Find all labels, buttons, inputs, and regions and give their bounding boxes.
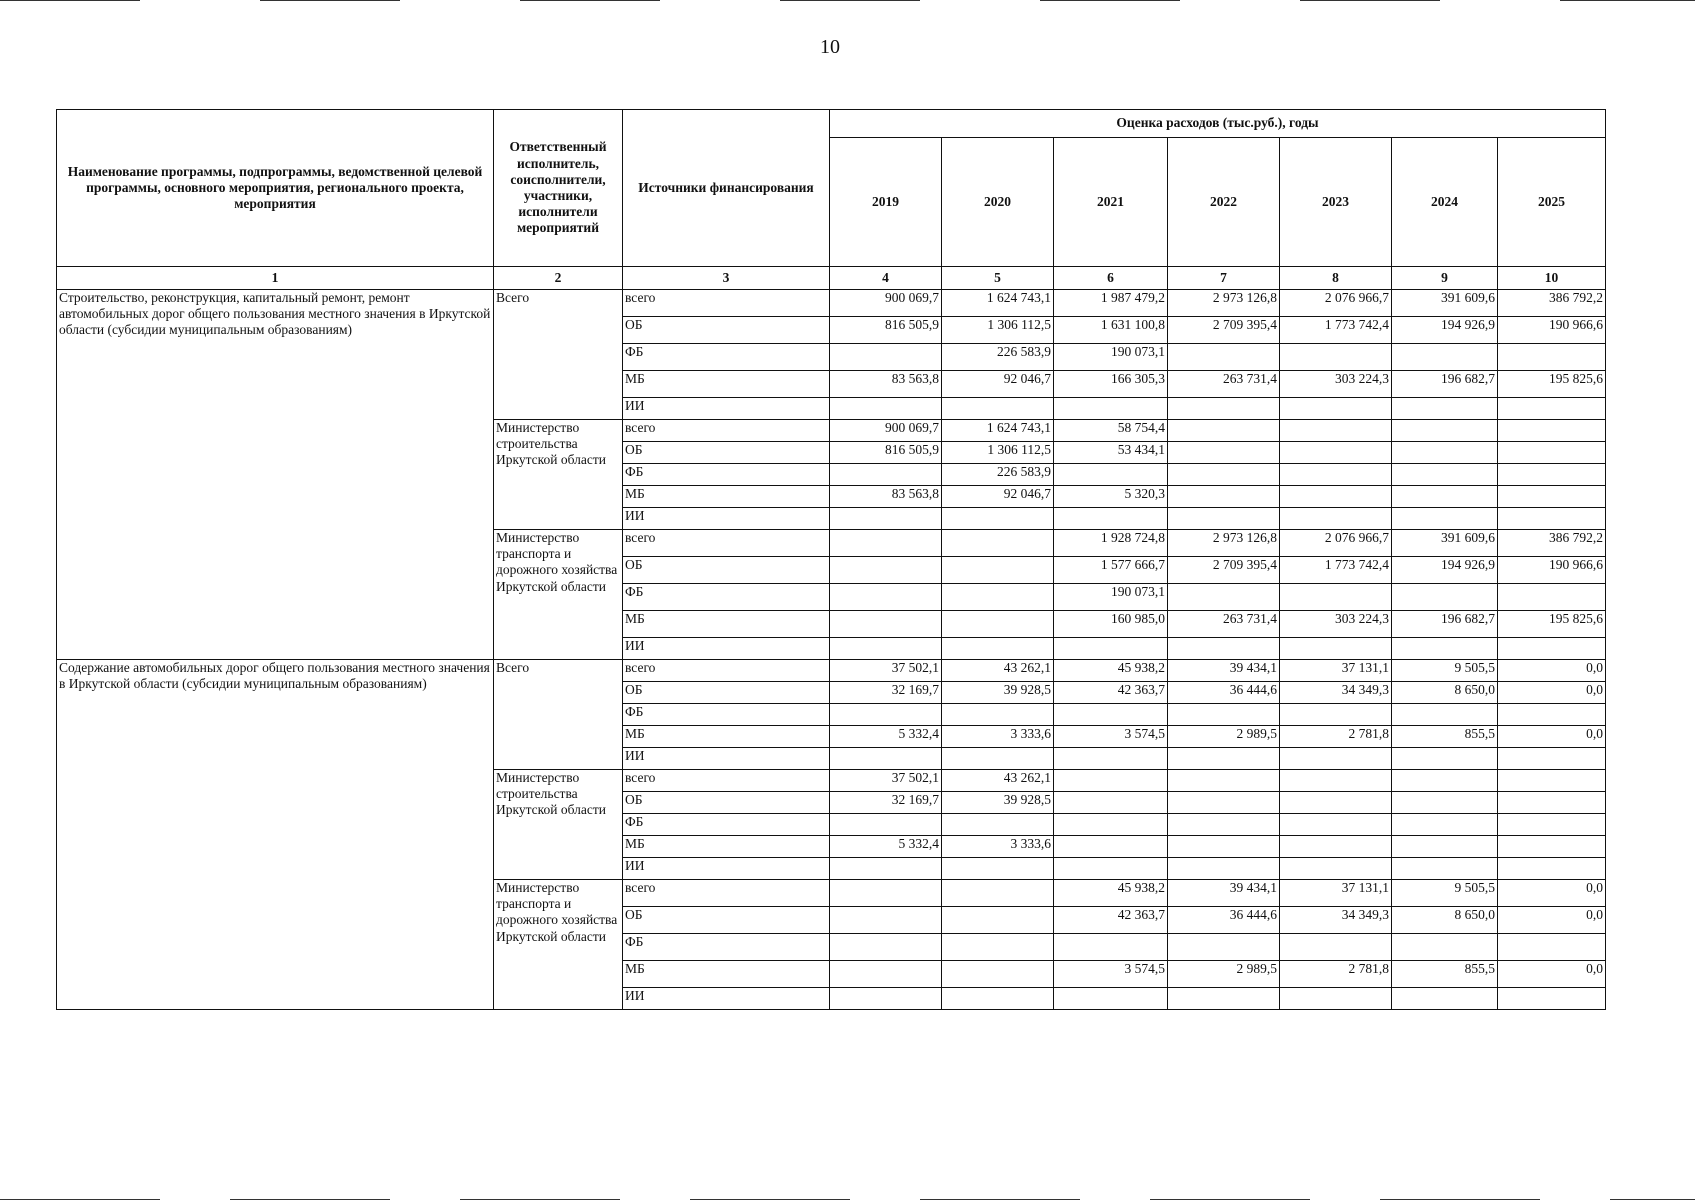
header-column-numbers-row xyxy=(57,267,1606,290)
amount-cell xyxy=(1498,988,1606,1010)
amount-cell: 1 987 479,2 xyxy=(1054,290,1168,317)
amount-cell: 194 926,9 xyxy=(1392,557,1498,584)
amount-cell: 39 928,5 xyxy=(942,682,1054,704)
amount-cell xyxy=(1280,464,1392,486)
amount-cell: 5 332,4 xyxy=(830,836,942,858)
amount-cell xyxy=(830,988,942,1010)
amount-cell xyxy=(830,880,942,907)
amount-cell: 386 792,2 xyxy=(1498,290,1606,317)
amount-cell xyxy=(1392,420,1498,442)
amount-cell: 34 349,3 xyxy=(1280,682,1392,704)
amount-cell: 43 262,1 xyxy=(942,770,1054,792)
header-year: 2020 xyxy=(942,138,1054,267)
amount-cell: 36 444,6 xyxy=(1168,682,1280,704)
header-year: 2025 xyxy=(1498,138,1606,267)
amount-cell: 1 773 742,4 xyxy=(1280,317,1392,344)
amount-cell xyxy=(1392,814,1498,836)
amount-cell: 816 505,9 xyxy=(830,442,942,464)
amount-cell xyxy=(1280,748,1392,770)
amount-cell: 816 505,9 xyxy=(830,317,942,344)
amount-cell: 43 262,1 xyxy=(942,660,1054,682)
funding-source: ИИ xyxy=(623,858,830,880)
table-row xyxy=(57,290,1606,317)
funding-source: МБ xyxy=(623,961,830,988)
amount-cell xyxy=(1054,792,1168,814)
program-name: Содержание автомобильных дорог общего пользования местного значения в Иркутской области (субсидии муниципальным образованиям) xyxy=(57,660,494,1010)
amount-cell xyxy=(1280,814,1392,836)
amount-cell xyxy=(1392,988,1498,1010)
amount-cell: 1 624 743,1 xyxy=(942,290,1054,317)
funding-source: ФБ xyxy=(623,814,830,836)
amount-cell xyxy=(942,530,1054,557)
amount-cell: 92 046,7 xyxy=(942,371,1054,398)
amount-cell xyxy=(1392,486,1498,508)
funding-source: всего xyxy=(623,420,830,442)
amount-cell xyxy=(1392,748,1498,770)
amount-cell: 0,0 xyxy=(1498,682,1606,704)
amount-cell xyxy=(1168,934,1280,961)
amount-cell xyxy=(1392,836,1498,858)
amount-cell xyxy=(830,344,942,371)
amount-cell: 226 583,9 xyxy=(942,344,1054,371)
amount-cell xyxy=(1392,792,1498,814)
amount-cell: 9 505,5 xyxy=(1392,660,1498,682)
funding-source: ИИ xyxy=(623,508,830,530)
amount-cell xyxy=(1392,344,1498,371)
amount-cell: 92 046,7 xyxy=(942,486,1054,508)
amount-cell xyxy=(1392,464,1498,486)
amount-cell xyxy=(1168,814,1280,836)
amount-cell xyxy=(942,638,1054,660)
amount-cell: 190 966,6 xyxy=(1498,557,1606,584)
amount-cell: 3 574,5 xyxy=(1054,961,1168,988)
funding-source: МБ xyxy=(623,371,830,398)
executor-name: Всего xyxy=(494,290,623,420)
scan-edge-top xyxy=(0,0,1695,1)
amount-cell xyxy=(1168,486,1280,508)
funding-source: ИИ xyxy=(623,398,830,420)
amount-cell xyxy=(1280,398,1392,420)
amount-cell xyxy=(1054,836,1168,858)
header-column-number: 1 xyxy=(57,267,494,290)
program-name: Строительство, реконструкция, капитальный ремонт, ремонт автомобильных дорог общего пользования местного значения в Иркутской области (субсидии муниципальным образованиям) xyxy=(57,290,494,660)
amount-cell xyxy=(942,748,1054,770)
header-year: 2023 xyxy=(1280,138,1392,267)
amount-cell xyxy=(1392,934,1498,961)
table-body xyxy=(57,290,1606,1010)
header-year: 2021 xyxy=(1054,138,1168,267)
amount-cell: 8 650,0 xyxy=(1392,682,1498,704)
amount-cell xyxy=(1280,792,1392,814)
amount-cell xyxy=(1392,770,1498,792)
amount-cell: 0,0 xyxy=(1498,961,1606,988)
amount-cell xyxy=(830,907,942,934)
amount-cell xyxy=(1280,584,1392,611)
amount-cell xyxy=(1392,704,1498,726)
funding-source: МБ xyxy=(623,726,830,748)
amount-cell: 32 169,7 xyxy=(830,682,942,704)
executor-name: Министерство строительства Иркутской области xyxy=(494,770,623,880)
amount-cell: 2 989,5 xyxy=(1168,726,1280,748)
amount-cell xyxy=(1498,486,1606,508)
amount-cell: 194 926,9 xyxy=(1392,317,1498,344)
amount-cell xyxy=(942,611,1054,638)
header-year: 2024 xyxy=(1392,138,1498,267)
amount-cell: 166 305,3 xyxy=(1054,371,1168,398)
header-column-number: 9 xyxy=(1392,267,1498,290)
amount-cell xyxy=(830,961,942,988)
amount-cell xyxy=(1168,770,1280,792)
executor-name: Министерство транспорта и дорожного хозяйства Иркутской области xyxy=(494,530,623,660)
amount-cell: 42 363,7 xyxy=(1054,907,1168,934)
amount-cell: 190 073,1 xyxy=(1054,344,1168,371)
amount-cell xyxy=(1054,398,1168,420)
header-column-number: 2 xyxy=(494,267,623,290)
funding-source: ФБ xyxy=(623,344,830,371)
funding-source: всего xyxy=(623,880,830,907)
amount-cell xyxy=(1054,638,1168,660)
funding-source: ИИ xyxy=(623,748,830,770)
amount-cell xyxy=(830,530,942,557)
amount-cell: 900 069,7 xyxy=(830,420,942,442)
amount-cell: 1 624 743,1 xyxy=(942,420,1054,442)
funding-source: всего xyxy=(623,770,830,792)
amount-cell xyxy=(1168,792,1280,814)
header-column-number: 7 xyxy=(1168,267,1280,290)
funding-source: ОБ xyxy=(623,442,830,464)
amount-cell: 45 938,2 xyxy=(1054,880,1168,907)
amount-cell: 1 306 112,5 xyxy=(942,442,1054,464)
funding-source: ОБ xyxy=(623,792,830,814)
amount-cell xyxy=(942,704,1054,726)
amount-cell xyxy=(1280,934,1392,961)
amount-cell xyxy=(1280,858,1392,880)
amount-cell: 1 577 666,7 xyxy=(1054,557,1168,584)
amount-cell xyxy=(1054,988,1168,1010)
header-executor: Ответственный исполнитель, соисполнители, участники, исполнители мероприятий xyxy=(494,110,623,267)
amount-cell xyxy=(1054,934,1168,961)
amount-cell xyxy=(1280,704,1392,726)
amount-cell: 9 505,5 xyxy=(1392,880,1498,907)
amount-cell: 226 583,9 xyxy=(942,464,1054,486)
amount-cell xyxy=(1168,442,1280,464)
funding-source: ИИ xyxy=(623,638,830,660)
amount-cell xyxy=(1168,836,1280,858)
amount-cell: 53 434,1 xyxy=(1054,442,1168,464)
header-program: Наименование программы, подпрограммы, ведомственной целевой программы, основного мероприятия, регионального проекта, мероприятия xyxy=(57,110,494,267)
funding-source: МБ xyxy=(623,486,830,508)
amount-cell xyxy=(1498,420,1606,442)
amount-cell xyxy=(942,584,1054,611)
header-column-number: 10 xyxy=(1498,267,1606,290)
amount-cell: 263 731,4 xyxy=(1168,611,1280,638)
amount-cell xyxy=(1280,988,1392,1010)
amount-cell: 58 754,4 xyxy=(1054,420,1168,442)
amount-cell xyxy=(1498,704,1606,726)
amount-cell xyxy=(1168,748,1280,770)
amount-cell xyxy=(942,907,1054,934)
amount-cell xyxy=(1392,442,1498,464)
amount-cell xyxy=(830,398,942,420)
amount-cell xyxy=(1498,464,1606,486)
amount-cell xyxy=(1498,814,1606,836)
amount-cell xyxy=(1168,508,1280,530)
amount-cell xyxy=(1498,398,1606,420)
budget-table xyxy=(56,109,1606,1010)
amount-cell xyxy=(1168,344,1280,371)
amount-cell xyxy=(942,398,1054,420)
amount-cell xyxy=(942,961,1054,988)
amount-cell: 900 069,7 xyxy=(830,290,942,317)
amount-cell: 8 650,0 xyxy=(1392,907,1498,934)
amount-cell xyxy=(1392,638,1498,660)
amount-cell xyxy=(1280,836,1392,858)
amount-cell: 196 682,7 xyxy=(1392,611,1498,638)
amount-cell: 303 224,3 xyxy=(1280,611,1392,638)
header-year: 2022 xyxy=(1168,138,1280,267)
amount-cell xyxy=(1498,792,1606,814)
amount-cell: 32 169,7 xyxy=(830,792,942,814)
amount-cell: 2 781,8 xyxy=(1280,726,1392,748)
header-column-number: 6 xyxy=(1054,267,1168,290)
page-number: 10 xyxy=(820,36,840,58)
amount-cell xyxy=(1498,934,1606,961)
amount-cell: 2 076 966,7 xyxy=(1280,530,1392,557)
amount-cell xyxy=(1054,508,1168,530)
amount-cell xyxy=(1168,464,1280,486)
funding-source: всего xyxy=(623,660,830,682)
amount-cell xyxy=(830,704,942,726)
amount-cell: 36 444,6 xyxy=(1168,907,1280,934)
amount-cell: 3 574,5 xyxy=(1054,726,1168,748)
amount-cell: 2 973 126,8 xyxy=(1168,290,1280,317)
amount-cell xyxy=(1280,486,1392,508)
funding-source: ФБ xyxy=(623,464,830,486)
amount-cell: 190 073,1 xyxy=(1054,584,1168,611)
amount-cell: 1 773 742,4 xyxy=(1280,557,1392,584)
amount-cell xyxy=(1392,858,1498,880)
amount-cell xyxy=(1054,770,1168,792)
amount-cell: 0,0 xyxy=(1498,907,1606,934)
amount-cell xyxy=(1498,836,1606,858)
amount-cell: 1 306 112,5 xyxy=(942,317,1054,344)
amount-cell: 83 563,8 xyxy=(830,371,942,398)
amount-cell xyxy=(1392,584,1498,611)
amount-cell: 39 434,1 xyxy=(1168,880,1280,907)
executor-name: Министерство транспорта и дорожного хозяйства Иркутской области xyxy=(494,880,623,1010)
amount-cell xyxy=(830,638,942,660)
amount-cell: 195 825,6 xyxy=(1498,611,1606,638)
amount-cell: 2 076 966,7 xyxy=(1280,290,1392,317)
amount-cell xyxy=(1168,858,1280,880)
amount-cell: 303 224,3 xyxy=(1280,371,1392,398)
table-row xyxy=(57,660,1606,682)
header-column-number: 3 xyxy=(623,267,830,290)
amount-cell xyxy=(830,858,942,880)
amount-cell: 855,5 xyxy=(1392,726,1498,748)
funding-source: МБ xyxy=(623,611,830,638)
amount-cell xyxy=(942,880,1054,907)
amount-cell: 391 609,6 xyxy=(1392,290,1498,317)
amount-cell: 2 709 395,4 xyxy=(1168,317,1280,344)
amount-cell: 34 349,3 xyxy=(1280,907,1392,934)
amount-cell: 1 928 724,8 xyxy=(1054,530,1168,557)
amount-cell xyxy=(830,584,942,611)
amount-cell xyxy=(1168,638,1280,660)
amount-cell: 45 938,2 xyxy=(1054,660,1168,682)
amount-cell: 3 333,6 xyxy=(942,726,1054,748)
amount-cell: 386 792,2 xyxy=(1498,530,1606,557)
amount-cell xyxy=(1168,398,1280,420)
header-column-number: 4 xyxy=(830,267,942,290)
amount-cell: 1 631 100,8 xyxy=(1054,317,1168,344)
executor-name: Всего xyxy=(494,660,623,770)
amount-cell xyxy=(1280,420,1392,442)
amount-cell xyxy=(942,557,1054,584)
funding-source: ОБ xyxy=(623,557,830,584)
funding-source: ФБ xyxy=(623,934,830,961)
amount-cell: 2 709 395,4 xyxy=(1168,557,1280,584)
funding-source: ОБ xyxy=(623,907,830,934)
amount-cell: 195 825,6 xyxy=(1498,371,1606,398)
amount-cell xyxy=(1280,442,1392,464)
amount-cell xyxy=(1168,584,1280,611)
amount-cell xyxy=(942,814,1054,836)
header-column-number: 5 xyxy=(942,267,1054,290)
amount-cell xyxy=(830,508,942,530)
amount-cell: 391 609,6 xyxy=(1392,530,1498,557)
amount-cell: 5 332,4 xyxy=(830,726,942,748)
amount-cell xyxy=(1392,398,1498,420)
amount-cell xyxy=(1054,704,1168,726)
header-sources: Источники финансирования xyxy=(623,110,830,267)
header-year: 2019 xyxy=(830,138,942,267)
amount-cell xyxy=(1280,638,1392,660)
amount-cell xyxy=(1498,748,1606,770)
amount-cell xyxy=(1498,508,1606,530)
amount-cell xyxy=(1168,420,1280,442)
amount-cell xyxy=(1498,770,1606,792)
amount-cell: 160 985,0 xyxy=(1054,611,1168,638)
amount-cell xyxy=(830,611,942,638)
amount-cell xyxy=(942,508,1054,530)
amount-cell: 42 363,7 xyxy=(1054,682,1168,704)
amount-cell: 190 966,6 xyxy=(1498,317,1606,344)
amount-cell: 5 320,3 xyxy=(1054,486,1168,508)
amount-cell xyxy=(830,748,942,770)
amount-cell xyxy=(1168,988,1280,1010)
amount-cell: 39 434,1 xyxy=(1168,660,1280,682)
amount-cell xyxy=(830,464,942,486)
amount-cell: 263 731,4 xyxy=(1168,371,1280,398)
amount-cell xyxy=(1054,858,1168,880)
amount-cell: 39 928,5 xyxy=(942,792,1054,814)
amount-cell xyxy=(1498,638,1606,660)
amount-cell: 37 131,1 xyxy=(1280,660,1392,682)
funding-source: ИИ xyxy=(623,988,830,1010)
amount-cell xyxy=(1054,464,1168,486)
amount-cell xyxy=(830,814,942,836)
amount-cell: 2 989,5 xyxy=(1168,961,1280,988)
funding-source: всего xyxy=(623,290,830,317)
amount-cell xyxy=(1054,814,1168,836)
amount-cell xyxy=(1392,508,1498,530)
amount-cell xyxy=(942,858,1054,880)
amount-cell xyxy=(942,934,1054,961)
amount-cell: 0,0 xyxy=(1498,660,1606,682)
header-estimate: Оценка расходов (тыс.руб.), годы xyxy=(830,110,1606,138)
amount-cell xyxy=(1280,770,1392,792)
amount-cell xyxy=(1168,704,1280,726)
amount-cell: 37 502,1 xyxy=(830,660,942,682)
amount-cell xyxy=(1054,748,1168,770)
amount-cell xyxy=(1498,858,1606,880)
amount-cell: 83 563,8 xyxy=(830,486,942,508)
amount-cell: 0,0 xyxy=(1498,726,1606,748)
amount-cell: 37 131,1 xyxy=(1280,880,1392,907)
amount-cell xyxy=(830,934,942,961)
amount-cell xyxy=(1498,584,1606,611)
funding-source: ОБ xyxy=(623,317,830,344)
header-column-number: 8 xyxy=(1280,267,1392,290)
amount-cell xyxy=(1498,344,1606,371)
funding-source: ФБ xyxy=(623,584,830,611)
table-header xyxy=(57,110,1606,290)
amount-cell: 196 682,7 xyxy=(1392,371,1498,398)
amount-cell: 2 781,8 xyxy=(1280,961,1392,988)
executor-name: Министерство строительства Иркутской области xyxy=(494,420,623,530)
amount-cell: 3 333,6 xyxy=(942,836,1054,858)
amount-cell xyxy=(830,557,942,584)
funding-source: ФБ xyxy=(623,704,830,726)
amount-cell: 2 973 126,8 xyxy=(1168,530,1280,557)
amount-cell: 37 502,1 xyxy=(830,770,942,792)
funding-source: всего xyxy=(623,530,830,557)
amount-cell: 855,5 xyxy=(1392,961,1498,988)
funding-source: МБ xyxy=(623,836,830,858)
amount-cell xyxy=(1280,508,1392,530)
amount-cell xyxy=(1280,344,1392,371)
amount-cell xyxy=(942,988,1054,1010)
amount-cell xyxy=(1498,442,1606,464)
funding-source: ОБ xyxy=(623,682,830,704)
amount-cell: 0,0 xyxy=(1498,880,1606,907)
